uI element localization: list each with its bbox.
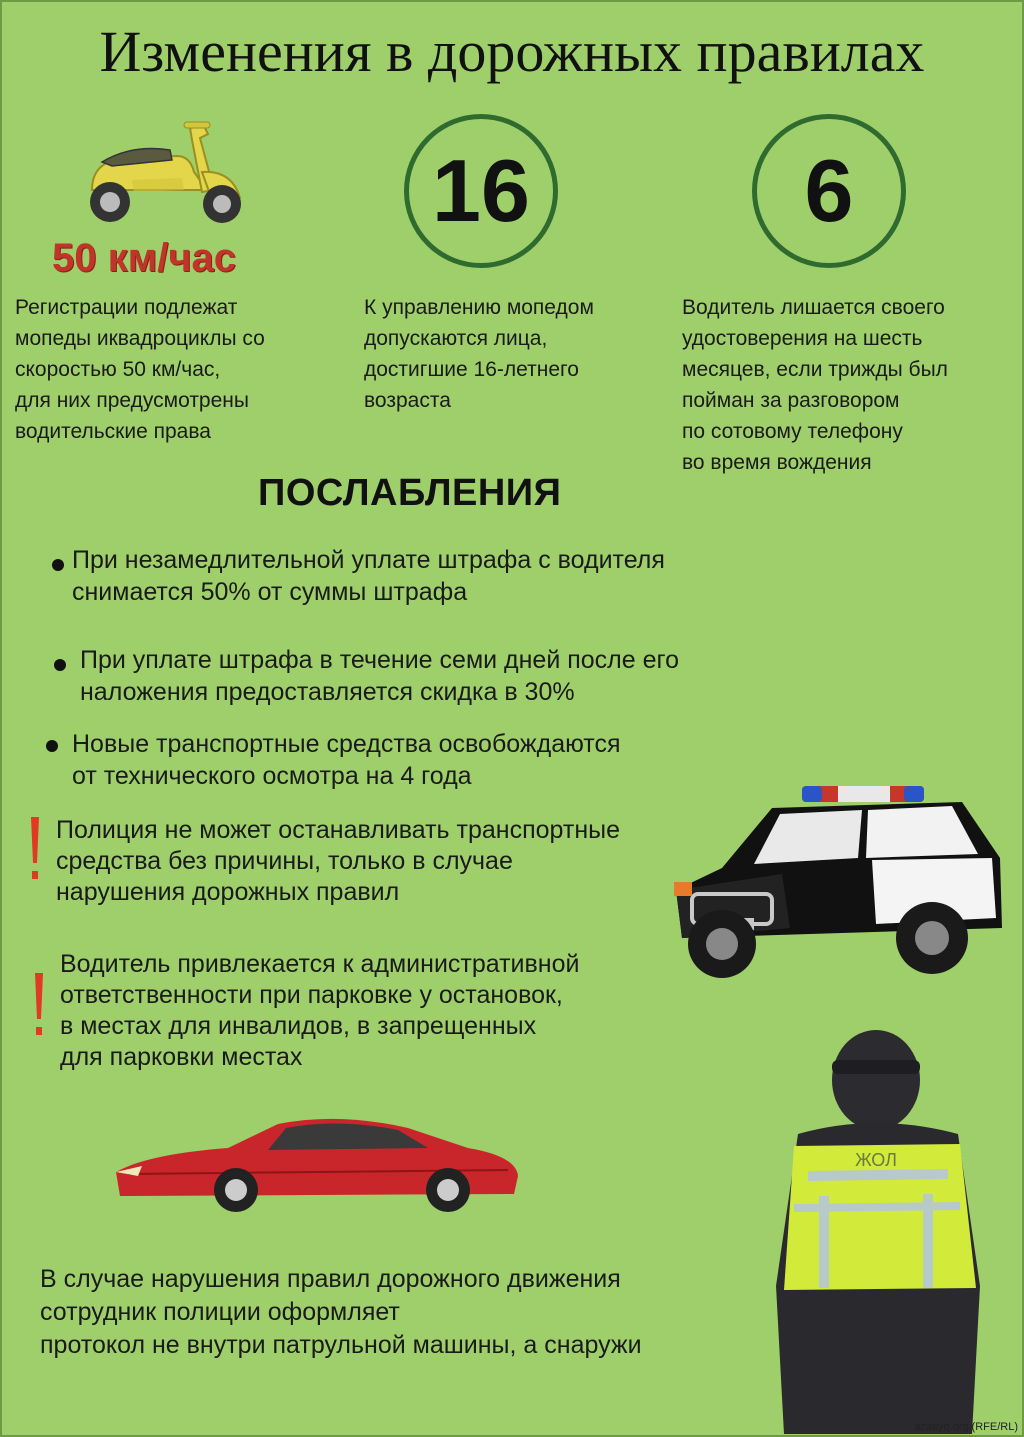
warning-line: в местах для инвалидов, в запрещенных: [60, 1012, 537, 1040]
column-line: допускаются лица,: [364, 327, 548, 350]
warning-line: Полиция не может останавливать транспортные: [56, 816, 621, 844]
bullet-dot-icon: [52, 559, 64, 571]
age-number: 16: [432, 141, 530, 240]
bullet-item: [72, 728, 621, 792]
column-line: месяцев, если трижды был: [682, 358, 948, 381]
exclamation-icon: [34, 971, 44, 1041]
column-line: Водитель лишается своего: [682, 296, 945, 319]
speed-label: 50 км/час: [52, 236, 237, 280]
column-line: К управлению мопедом: [364, 296, 594, 319]
months-number: 6: [804, 141, 854, 240]
section-title: ПОСЛАБЛЕНИЯ: [258, 472, 562, 514]
bullet-line: При незамедлительной уплате штрафа с водителя: [72, 546, 665, 574]
column-line: мопеды иквадроциклы со: [15, 327, 265, 350]
bullet-line: При уплате штрафа в течение семи дней после его: [80, 646, 679, 674]
page-title: Изменения в дорожных правилах: [99, 19, 925, 84]
column-line: возраста: [364, 389, 451, 412]
warning-line: для парковки местах: [60, 1043, 303, 1071]
bullet-line: снимается 50% от суммы штрафа: [72, 578, 468, 606]
police-car-icon: [662, 778, 1012, 988]
bullet-dot-icon: [46, 740, 58, 752]
vest-text: ЖОЛ: [855, 1150, 897, 1170]
warning-item: [56, 815, 620, 908]
bullet-dot-icon: [54, 659, 66, 671]
warning-line: Водитель привлекается к административной: [60, 950, 580, 978]
column-line: скоростью 50 км/час,: [15, 358, 221, 381]
column-line: по сотовому телефону: [682, 420, 903, 443]
warning-line: ответственности при парковке у остановок,: [60, 981, 563, 1009]
column-license-suspension: [682, 292, 948, 478]
age-circle: [404, 114, 558, 268]
warning-line: нарушения дорожных правил: [56, 878, 400, 906]
bottom-line: протокол не внутри патрульной машины, а снаружи: [40, 1331, 642, 1359]
column-age-limit: [364, 292, 594, 416]
bullet-line: от технического осмотра на 4 года: [72, 762, 472, 790]
bottom-note: [40, 1263, 642, 1362]
moped-icon: [72, 120, 252, 232]
column-line: во время вождения: [682, 451, 872, 474]
bullet-item: [80, 644, 679, 708]
red-car-icon: [108, 1110, 524, 1214]
bullet-item: [72, 544, 665, 608]
column-line: водительские права: [15, 420, 211, 443]
exclamation-icon: [30, 815, 40, 885]
column-line: удостоверения на шесть: [682, 327, 923, 350]
column-moped-registration: [15, 292, 265, 447]
warning-item: [60, 949, 579, 1073]
bullet-line: Новые транспортные средства освобождаются: [72, 730, 621, 758]
column-line: для них предусмотрены: [15, 389, 249, 412]
column-line: достигшие 16-летнего: [364, 358, 579, 381]
column-line: пойман за разговором: [682, 389, 900, 412]
column-line: Регистрации подлежат: [15, 296, 238, 319]
bottom-line: сотрудник полиции оформляет: [40, 1298, 400, 1326]
months-circle: [752, 114, 906, 268]
source-credit: azattyq.org (RFE/RL): [914, 1421, 1018, 1433]
police-officer-icon: [768, 1026, 998, 1434]
bottom-line: В случае нарушения правил дорожного движения: [40, 1265, 621, 1293]
bullet-line: наложения предоставляется скидка в 30%: [80, 678, 575, 706]
warning-line: средства без причины, только в случае: [56, 847, 513, 875]
